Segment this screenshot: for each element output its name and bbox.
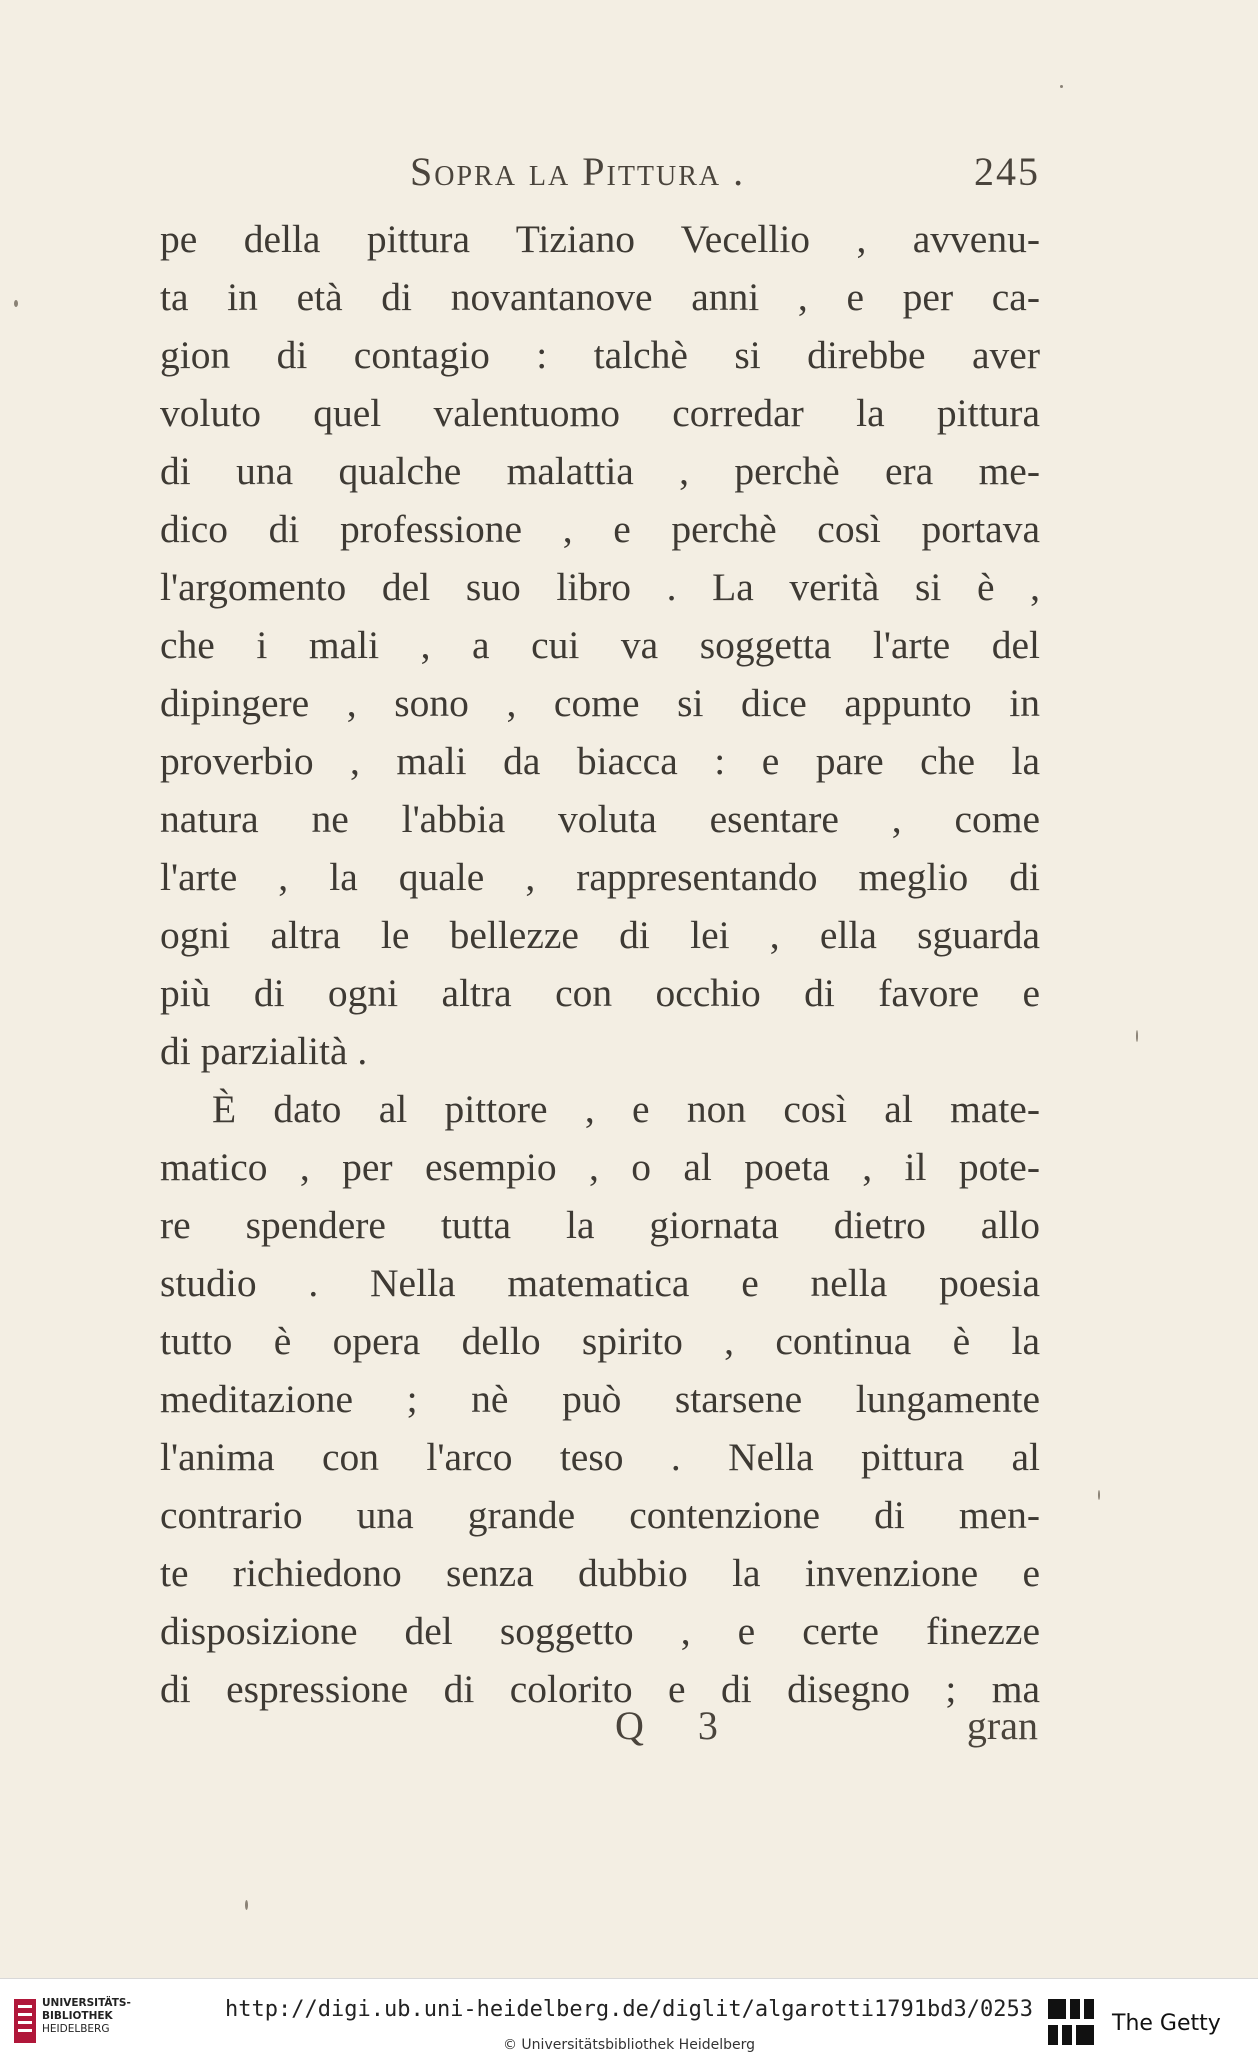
text-line: gion di contagio : talchè si direbbe aver — [160, 333, 1040, 377]
paper-speck — [1136, 1030, 1138, 1042]
source-url-link[interactable]: http://digi.ub.uni-heidelberg.de/diglit/algarotti1791bd3/0253 — [225, 1997, 1033, 2022]
text-line: dico di professione , e perchè così portava — [160, 507, 1040, 551]
running-title: Sopra la Pittura . — [410, 149, 746, 194]
text-line: È dato al pittore , e non così al mate- — [212, 1087, 1040, 1131]
body-text — [160, 210, 1040, 1718]
text-line: più di ogni altra con occhio di favore e — [160, 971, 1040, 1015]
getty-mark-icon — [1048, 1999, 1094, 2049]
text-line: re spendere tutta la giornata dietro allo — [160, 1203, 1040, 1247]
text-line: ogni altra le bellezze di lei , ella sguarda — [160, 913, 1040, 957]
text-line: ta in età di novantanove anni , e per ca- — [160, 275, 1040, 319]
paper-speck — [245, 1900, 248, 1910]
text-line: meditazione ; nè può starsene lungamente — [160, 1377, 1040, 1421]
text-line: proverbio , mali da biacca : e pare che la — [160, 739, 1040, 783]
text-line: voluto quel valentuomo corredar la pittura — [160, 391, 1040, 435]
text-line: che i mali , a cui va soggetta l'arte del — [160, 623, 1040, 667]
text-line: te richiedono senza dubbio la invenzione e — [160, 1551, 1040, 1595]
text-line: l'anima con l'arco teso . Nella pittura al — [160, 1435, 1040, 1479]
text-line: di espressione di colorito e di disegno ; ma — [160, 1667, 1040, 1711]
text-line: natura ne l'abbia voluta esentare , come — [160, 797, 1040, 841]
text-line: matico , per esempio , o al poeta , il pote- — [160, 1145, 1040, 1189]
text-line: dipingere , sono , come si dice appunto in — [160, 681, 1040, 725]
text-line: l'argomento del suo libro . La verità si è , — [160, 565, 1040, 609]
page-header — [160, 148, 1040, 200]
paper-speck — [14, 300, 18, 307]
paper-speck — [1098, 1490, 1100, 1500]
page-number: 245 — [974, 149, 1040, 194]
catchword: gran — [966, 1703, 1038, 1748]
text-line: di parzialità . — [160, 1029, 368, 1073]
text-line: tutto è opera dello spirito , continua è la — [160, 1319, 1040, 1363]
text-line: contrario una grande contenzione di men- — [160, 1493, 1040, 1537]
library-name-line: BIBLIOTHEK — [42, 2010, 113, 2022]
text-line: pe della pittura Tiziano Vecellio , avvenu- — [160, 217, 1040, 261]
viewer-footer — [0, 1978, 1258, 2069]
page-footer — [160, 1702, 1040, 1758]
text-line: disposizione del soggetto , e certe finezze — [160, 1609, 1040, 1653]
text-line: di una qualche malattia , perchè era me- — [160, 449, 1040, 493]
text-line: studio . Nella matematica e nella poesia — [160, 1261, 1040, 1305]
paper-speck — [1060, 85, 1063, 88]
library-name-line: UNIVERSITÄTS- — [42, 1997, 131, 2009]
signature-mark: Q 3 — [615, 1703, 740, 1748]
text-line: l'arte , la quale , rappresentando meglio di — [160, 855, 1040, 899]
copyright-notice: © Universitätsbibliothek Heidelberg — [502, 2037, 755, 2053]
getty-logo[interactable] — [1048, 1999, 1238, 2055]
library-name-line: HEIDELBERG — [42, 2023, 110, 2035]
sponsor-name: The Getty — [1112, 2011, 1221, 2036]
